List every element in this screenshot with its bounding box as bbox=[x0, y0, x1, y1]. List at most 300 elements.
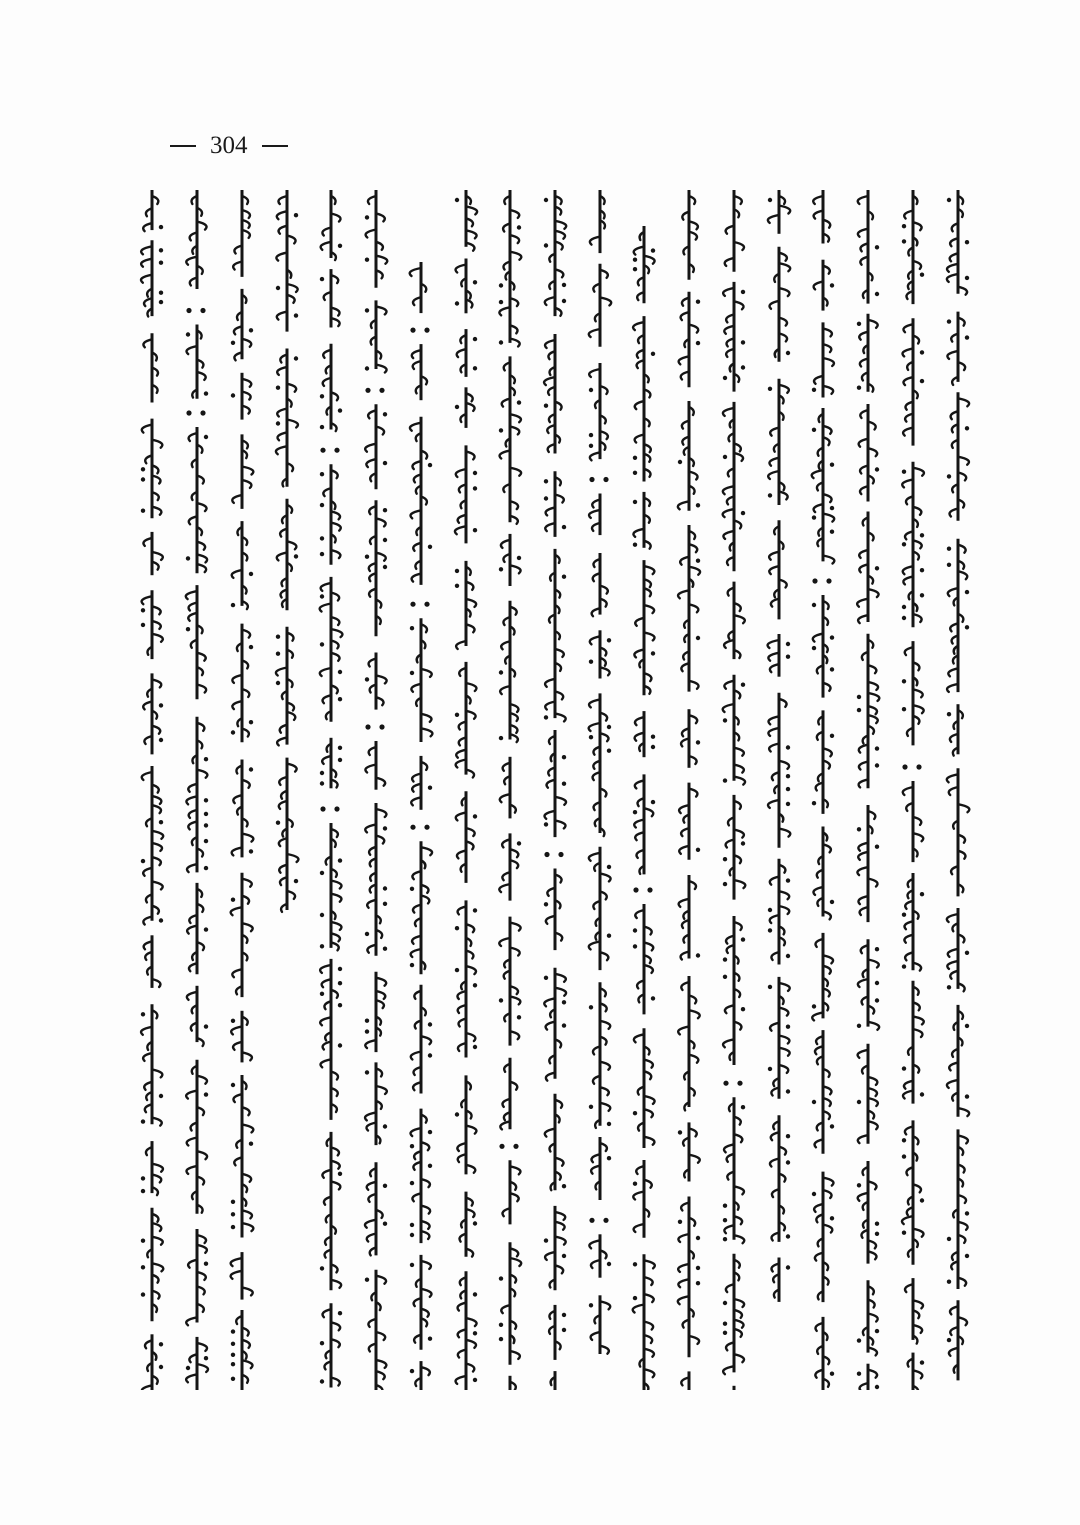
script-dot bbox=[651, 745, 655, 749]
script-dot bbox=[589, 388, 593, 392]
script-stroke bbox=[544, 377, 555, 385]
script-dot bbox=[651, 248, 655, 252]
script-dot bbox=[902, 913, 906, 917]
script-dot bbox=[204, 798, 208, 802]
script-dot bbox=[472, 1292, 476, 1296]
script-stroke bbox=[644, 1369, 654, 1377]
script-dot bbox=[231, 898, 235, 902]
script-dot bbox=[338, 746, 342, 750]
script-dot bbox=[812, 388, 816, 392]
text-column bbox=[759, 190, 799, 1390]
script-dot bbox=[696, 1281, 700, 1285]
script-dot bbox=[875, 998, 879, 1002]
script-dot bbox=[365, 555, 369, 559]
script-dot bbox=[275, 821, 279, 825]
script-dot bbox=[562, 299, 566, 303]
script-dot bbox=[633, 1182, 637, 1186]
script-stroke bbox=[644, 605, 654, 613]
script-stroke bbox=[410, 423, 421, 431]
script-stroke bbox=[947, 588, 957, 596]
script-stroke bbox=[320, 604, 331, 612]
script-stroke bbox=[510, 468, 521, 476]
script-dot bbox=[186, 332, 190, 336]
script-dot bbox=[517, 841, 521, 845]
text-column bbox=[580, 190, 620, 1390]
script-stroke bbox=[723, 531, 734, 539]
script-dot bbox=[338, 758, 342, 762]
script-dot bbox=[204, 866, 208, 870]
punctuation-mark bbox=[424, 825, 429, 830]
script-dot bbox=[320, 642, 324, 646]
text-column bbox=[893, 190, 933, 1390]
script-stroke bbox=[500, 794, 510, 802]
script-dot bbox=[320, 472, 324, 476]
script-stroke bbox=[947, 1080, 958, 1088]
script-stroke bbox=[152, 1069, 162, 1077]
script-dot bbox=[875, 566, 879, 570]
script-dot bbox=[830, 530, 834, 534]
script-dot bbox=[767, 928, 771, 932]
script-dot bbox=[544, 902, 548, 906]
script-stroke bbox=[768, 716, 778, 724]
script-dot bbox=[607, 1122, 611, 1126]
script-dot bbox=[633, 1296, 637, 1300]
script-stroke bbox=[823, 358, 834, 366]
script-stroke bbox=[768, 653, 779, 661]
script-dot bbox=[320, 1266, 324, 1270]
script-stroke bbox=[376, 256, 387, 264]
punctuation-mark bbox=[424, 602, 429, 607]
script-dot bbox=[785, 1089, 789, 1093]
script-stroke bbox=[947, 264, 958, 272]
script-stroke bbox=[500, 938, 511, 946]
script-dot bbox=[499, 283, 503, 287]
script-stroke bbox=[276, 552, 286, 560]
script-stroke bbox=[152, 1164, 163, 1172]
script-dot bbox=[607, 934, 611, 938]
script-dot bbox=[696, 503, 700, 507]
script-stroke bbox=[644, 632, 654, 640]
script-stroke bbox=[913, 468, 924, 476]
script-stroke bbox=[421, 1289, 431, 1297]
punctuation-mark bbox=[589, 477, 594, 482]
script-stroke bbox=[510, 252, 521, 260]
script-dot bbox=[830, 506, 834, 510]
script-stroke bbox=[510, 1166, 520, 1174]
script-dot bbox=[902, 616, 906, 620]
script-dot bbox=[767, 198, 771, 202]
script-stroke bbox=[823, 386, 833, 394]
script-dot bbox=[159, 918, 163, 922]
script-stroke bbox=[320, 668, 331, 676]
vertical-mongolian-text-block bbox=[130, 190, 980, 1390]
script-stroke bbox=[187, 346, 197, 354]
script-dot bbox=[723, 882, 727, 886]
script-dot bbox=[785, 655, 789, 659]
script-dot bbox=[875, 1329, 879, 1333]
script-stroke bbox=[823, 955, 833, 963]
script-dot bbox=[365, 1029, 369, 1033]
script-dot bbox=[159, 1342, 163, 1346]
script-dot bbox=[902, 542, 906, 546]
punctuation-mark bbox=[558, 852, 563, 857]
script-dot bbox=[472, 983, 476, 987]
script-dot bbox=[562, 1023, 566, 1027]
script-stroke bbox=[197, 554, 207, 562]
script-dot bbox=[562, 1328, 566, 1332]
script-dot bbox=[141, 1265, 145, 1269]
script-stroke bbox=[590, 237, 600, 245]
script-dot bbox=[383, 538, 387, 542]
script-stroke bbox=[958, 398, 969, 406]
script-stroke bbox=[152, 831, 163, 839]
script-stroke bbox=[545, 297, 555, 305]
script-dot bbox=[141, 467, 145, 471]
script-dot bbox=[589, 660, 593, 664]
script-stroke bbox=[187, 992, 197, 1000]
script-dot bbox=[499, 1323, 503, 1327]
script-stroke bbox=[902, 479, 913, 487]
script-dot bbox=[633, 1262, 637, 1266]
script-dot bbox=[562, 782, 566, 786]
punctuation-mark bbox=[424, 328, 429, 333]
script-dot bbox=[320, 425, 324, 429]
script-dot bbox=[454, 926, 458, 930]
script-dot bbox=[383, 1184, 387, 1188]
script-dot bbox=[723, 376, 727, 380]
script-stroke bbox=[589, 369, 600, 377]
script-stroke bbox=[376, 365, 387, 373]
script-dot bbox=[696, 1236, 700, 1240]
script-stroke bbox=[768, 728, 779, 736]
script-stroke bbox=[242, 1360, 252, 1368]
script-dot bbox=[875, 1222, 879, 1226]
script-stroke bbox=[947, 351, 958, 359]
script-dot bbox=[723, 455, 727, 459]
script-stroke bbox=[455, 265, 465, 273]
script-stroke bbox=[321, 1059, 331, 1067]
script-stroke bbox=[197, 1151, 207, 1159]
script-stroke bbox=[510, 1258, 521, 1266]
script-dot bbox=[723, 1301, 727, 1305]
script-stroke bbox=[365, 824, 376, 832]
script-stroke bbox=[768, 215, 779, 223]
script-stroke bbox=[242, 1287, 253, 1295]
script-dot bbox=[785, 954, 789, 958]
script-stroke bbox=[152, 1237, 163, 1245]
script-dot bbox=[785, 774, 789, 778]
punctuation-mark bbox=[514, 1144, 519, 1149]
punctuation-mark bbox=[902, 764, 907, 769]
script-dot bbox=[920, 568, 924, 572]
script-stroke bbox=[555, 988, 566, 996]
script-dot bbox=[741, 1007, 745, 1011]
script-stroke bbox=[823, 514, 834, 522]
script-stroke bbox=[232, 847, 242, 855]
script-dot bbox=[830, 667, 834, 671]
script-dot bbox=[964, 426, 968, 430]
script-stroke bbox=[232, 570, 242, 578]
script-dot bbox=[741, 290, 745, 294]
script-stroke bbox=[679, 1234, 690, 1242]
script-stroke bbox=[946, 774, 957, 782]
script-dot bbox=[544, 198, 548, 202]
script-stroke bbox=[779, 263, 790, 271]
punctuation-mark bbox=[186, 308, 191, 313]
script-stroke bbox=[779, 891, 789, 899]
script-stroke bbox=[947, 684, 958, 692]
script-dot bbox=[141, 1239, 145, 1243]
script-dot bbox=[633, 944, 637, 948]
script-stroke bbox=[868, 1022, 879, 1030]
script-dot bbox=[857, 386, 861, 390]
script-dot bbox=[410, 1233, 414, 1237]
script-dot bbox=[875, 292, 879, 296]
script-dot bbox=[472, 337, 476, 341]
script-dot bbox=[204, 1024, 208, 1028]
script-stroke bbox=[276, 253, 287, 261]
script-stroke bbox=[723, 704, 734, 712]
script-stroke bbox=[197, 1364, 208, 1372]
script-stroke bbox=[779, 829, 790, 837]
script-stroke bbox=[410, 949, 420, 957]
script-dot bbox=[785, 802, 789, 806]
script-dot bbox=[141, 623, 145, 627]
script-dot bbox=[920, 350, 924, 354]
script-dot bbox=[249, 849, 253, 853]
script-stroke bbox=[331, 1280, 341, 1288]
script-dot bbox=[633, 1111, 637, 1115]
script-stroke bbox=[723, 509, 734, 517]
script-dot bbox=[562, 755, 566, 759]
script-stroke bbox=[678, 590, 689, 598]
script-dot bbox=[338, 858, 342, 862]
script-dot bbox=[946, 1280, 950, 1284]
script-dot bbox=[633, 810, 637, 814]
script-stroke bbox=[858, 1193, 868, 1201]
script-dot bbox=[562, 1000, 566, 1004]
script-dot bbox=[338, 1172, 342, 1176]
script-dot bbox=[472, 1221, 476, 1225]
script-dot bbox=[454, 405, 458, 409]
script-dot bbox=[830, 734, 834, 738]
script-dot bbox=[544, 976, 548, 980]
script-dot bbox=[338, 408, 342, 412]
script-stroke bbox=[858, 196, 868, 204]
script-dot bbox=[964, 625, 968, 629]
script-dot bbox=[472, 1045, 476, 1049]
script-dot bbox=[320, 536, 324, 540]
script-stroke bbox=[365, 765, 376, 773]
script-dot bbox=[902, 679, 906, 683]
script-dot bbox=[141, 608, 145, 612]
script-stroke bbox=[600, 873, 611, 881]
script-dot bbox=[812, 646, 816, 650]
script-dot bbox=[365, 308, 369, 312]
script-stroke bbox=[142, 772, 152, 780]
script-stroke bbox=[320, 965, 331, 973]
script-stroke bbox=[813, 634, 823, 642]
script-dot bbox=[383, 826, 387, 830]
script-stroke bbox=[903, 787, 913, 795]
script-stroke bbox=[723, 288, 734, 296]
script-dot bbox=[293, 313, 297, 317]
script-stroke bbox=[242, 923, 253, 931]
punctuation-mark bbox=[379, 724, 384, 729]
script-dot bbox=[517, 400, 521, 404]
script-dot bbox=[249, 720, 253, 724]
script-dot bbox=[275, 635, 279, 639]
script-stroke bbox=[510, 996, 520, 1004]
script-dot bbox=[741, 340, 745, 344]
script-stroke bbox=[779, 983, 790, 991]
script-dot bbox=[633, 543, 637, 547]
script-dot bbox=[499, 1337, 503, 1341]
script-dot bbox=[633, 928, 637, 932]
script-dot bbox=[365, 1278, 369, 1282]
script-dot bbox=[275, 652, 279, 656]
script-dot bbox=[902, 1154, 906, 1158]
script-dot bbox=[875, 947, 879, 951]
script-stroke bbox=[152, 634, 163, 642]
script-dot bbox=[472, 528, 476, 532]
script-stroke bbox=[633, 1305, 644, 1313]
script-dot bbox=[902, 239, 906, 243]
script-dot bbox=[472, 1331, 476, 1335]
script-stroke bbox=[600, 297, 611, 305]
script-dot bbox=[902, 224, 906, 228]
script-dot bbox=[633, 258, 637, 262]
script-dot bbox=[428, 545, 432, 549]
text-column bbox=[803, 190, 843, 1390]
script-dot bbox=[785, 878, 789, 882]
punctuation-mark bbox=[335, 806, 340, 811]
script-dot bbox=[946, 985, 950, 989]
script-dot bbox=[320, 1341, 324, 1345]
script-stroke bbox=[466, 230, 477, 238]
script-stroke bbox=[913, 705, 924, 713]
script-dot bbox=[499, 340, 503, 344]
script-stroke bbox=[186, 257, 197, 265]
script-dot bbox=[410, 671, 414, 675]
script-stroke bbox=[287, 420, 298, 428]
script-dot bbox=[204, 1262, 208, 1266]
script-dot bbox=[964, 590, 968, 594]
text-column bbox=[177, 190, 217, 1390]
script-stroke bbox=[287, 284, 298, 292]
script-dot bbox=[428, 1164, 432, 1168]
script-dot bbox=[920, 379, 924, 383]
script-dot bbox=[275, 286, 279, 290]
script-stroke bbox=[411, 1052, 421, 1060]
script-dot bbox=[472, 814, 476, 818]
script-stroke bbox=[600, 1021, 610, 1029]
script-dot bbox=[723, 1218, 727, 1222]
punctuation-mark bbox=[603, 477, 608, 482]
script-stroke bbox=[600, 1301, 610, 1309]
script-dot bbox=[633, 471, 637, 475]
script-dot bbox=[454, 569, 458, 573]
script-stroke bbox=[152, 881, 163, 889]
script-stroke bbox=[500, 307, 511, 315]
script-dot bbox=[589, 1005, 593, 1009]
script-dot bbox=[454, 584, 458, 588]
script-dot bbox=[544, 404, 548, 408]
script-dot bbox=[651, 651, 655, 655]
text-column bbox=[490, 190, 530, 1390]
script-stroke bbox=[376, 1086, 387, 1094]
script-dot bbox=[946, 198, 950, 202]
script-dot bbox=[231, 341, 235, 345]
script-stroke bbox=[634, 1192, 645, 1200]
script-stroke bbox=[545, 1129, 555, 1137]
script-dot bbox=[186, 627, 190, 631]
script-dot bbox=[383, 461, 387, 465]
script-dot bbox=[544, 822, 548, 826]
script-stroke bbox=[142, 1385, 152, 1390]
script-dot bbox=[946, 1338, 950, 1342]
script-dot bbox=[723, 975, 727, 979]
script-dot bbox=[428, 1337, 432, 1341]
script-dot bbox=[875, 1385, 879, 1389]
script-dot bbox=[857, 708, 861, 712]
header-dash-right bbox=[262, 145, 288, 147]
script-dot bbox=[320, 503, 324, 507]
script-dot bbox=[696, 559, 700, 563]
script-stroke bbox=[187, 796, 198, 804]
script-stroke bbox=[331, 629, 342, 637]
script-stroke bbox=[242, 1124, 253, 1132]
script-dot bbox=[723, 718, 727, 722]
script-stroke bbox=[555, 221, 566, 229]
script-dot bbox=[159, 820, 163, 824]
script-stroke bbox=[421, 714, 431, 722]
script-dot bbox=[651, 996, 655, 1000]
script-stroke bbox=[510, 414, 521, 422]
script-stroke bbox=[466, 1126, 476, 1134]
script-stroke bbox=[186, 1374, 197, 1382]
script-dot bbox=[544, 715, 548, 719]
script-dot bbox=[875, 245, 879, 249]
script-stroke bbox=[723, 1366, 734, 1374]
script-stroke bbox=[634, 1034, 644, 1042]
script-stroke bbox=[634, 529, 645, 537]
punctuation-mark bbox=[321, 448, 326, 453]
script-dot bbox=[231, 1019, 235, 1023]
script-stroke bbox=[723, 1039, 734, 1047]
script-dot bbox=[767, 493, 771, 497]
text-column bbox=[624, 190, 664, 1390]
script-stroke bbox=[868, 589, 879, 597]
script-dot bbox=[607, 725, 611, 729]
script-dot bbox=[964, 276, 968, 280]
script-dot bbox=[338, 1311, 342, 1315]
script-stroke bbox=[455, 812, 465, 820]
script-dot bbox=[383, 902, 387, 906]
script-dot bbox=[875, 467, 879, 471]
script-dot bbox=[723, 1322, 727, 1326]
script-dot bbox=[383, 412, 387, 416]
script-dot bbox=[589, 1105, 593, 1109]
script-dot bbox=[338, 967, 342, 971]
script-dot bbox=[383, 886, 387, 890]
script-stroke bbox=[689, 1336, 699, 1344]
script-stroke bbox=[276, 211, 286, 219]
script-stroke bbox=[634, 322, 645, 330]
script-stroke bbox=[812, 470, 823, 478]
script-stroke bbox=[555, 974, 566, 982]
script-dot bbox=[365, 932, 369, 936]
